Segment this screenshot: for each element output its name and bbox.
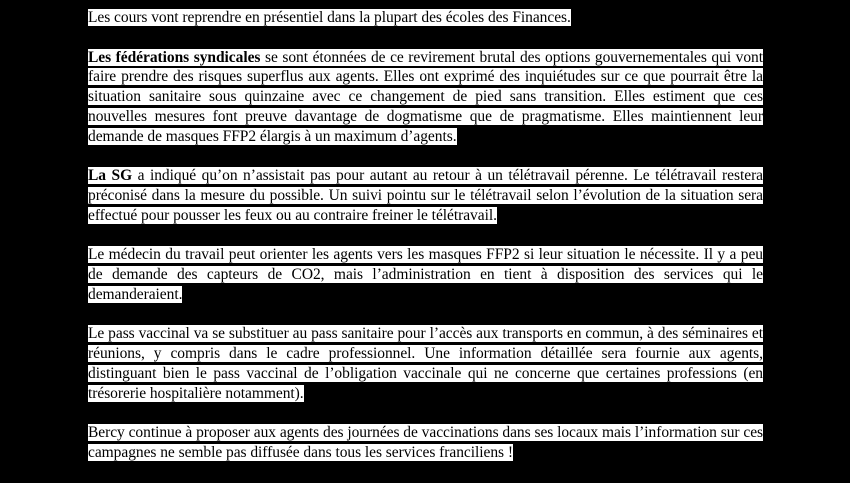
- paragraph-text: Bercy continue à proposer aux agents des journées de vaccinations dans ses locaux mais l’information sur ces campagnes ne semble pas diffusée dans tous les services franciliens !: [88, 424, 763, 461]
- paragraph-highlight: [88, 167, 763, 223]
- paragraph-text: Le pass vaccinal va se substituer au pass sanitaire pour l’accès aux transports en commun, à des séminaires et réunions, y compris dans le cadre professionnel. Une information détaillée sera fournie aux agents, distinguant bien le pass vaccinal de l’obligation vaccinale qui ne concerne que certaines professions (en trésorerie hospitalière notamment).: [88, 325, 763, 402]
- paragraph-courses: [88, 8, 763, 28]
- document-body: [88, 8, 763, 483]
- paragraph-bercy: [88, 423, 763, 462]
- paragraph-lead: Les fédérations syndicales: [88, 48, 261, 66]
- paragraph-medecin: [88, 245, 763, 304]
- paragraph-lead: La SG: [88, 167, 133, 185]
- paragraph-text: a indiqué qu’on n’assistait pas pour autant au retour à un télétravail pérenne. Le télétravail restera préconisé dans la mesure du possible. Un suivi pointu sur le télétravail selon l’évolution de la situation sera effectué pour pousser les feux ou au contraire freiner le télétravail.: [88, 167, 764, 224]
- paragraph-pass-vaccinal: [88, 324, 763, 403]
- paragraph-text: Le médecin du travail peut orienter les agents vers les masques FFP2 si leur situation le nécessite. Il y a peu de demande des capteurs de CO2, mais l’administration en tient à disposition des services qui le demanderaient.: [88, 246, 763, 303]
- paragraph-federations: [88, 48, 763, 147]
- paragraph-sg: [88, 166, 763, 225]
- paragraph-text: se sont étonnées de ce revirement brutal des options gouvernementales qui vont faire prendre des risques superflus aux agents. Elles ont exprimé des inquiétudes sur ce que pourrait être la situation sanitaire sous quinzaine avec ce changement de pied sans transition. Elles estiment que ces nouvelles mesures font preuve davantage de dogmatisme que de pragmatisme. Elles maintiennent leur demande de masques FFP2 élargis à un maximum d’agents.: [88, 48, 764, 145]
- paragraph-text: Les cours vont reprendre en présentiel dans la plupart des écoles des Finances.: [88, 9, 571, 26]
- paragraph-highlight: [88, 49, 763, 145]
